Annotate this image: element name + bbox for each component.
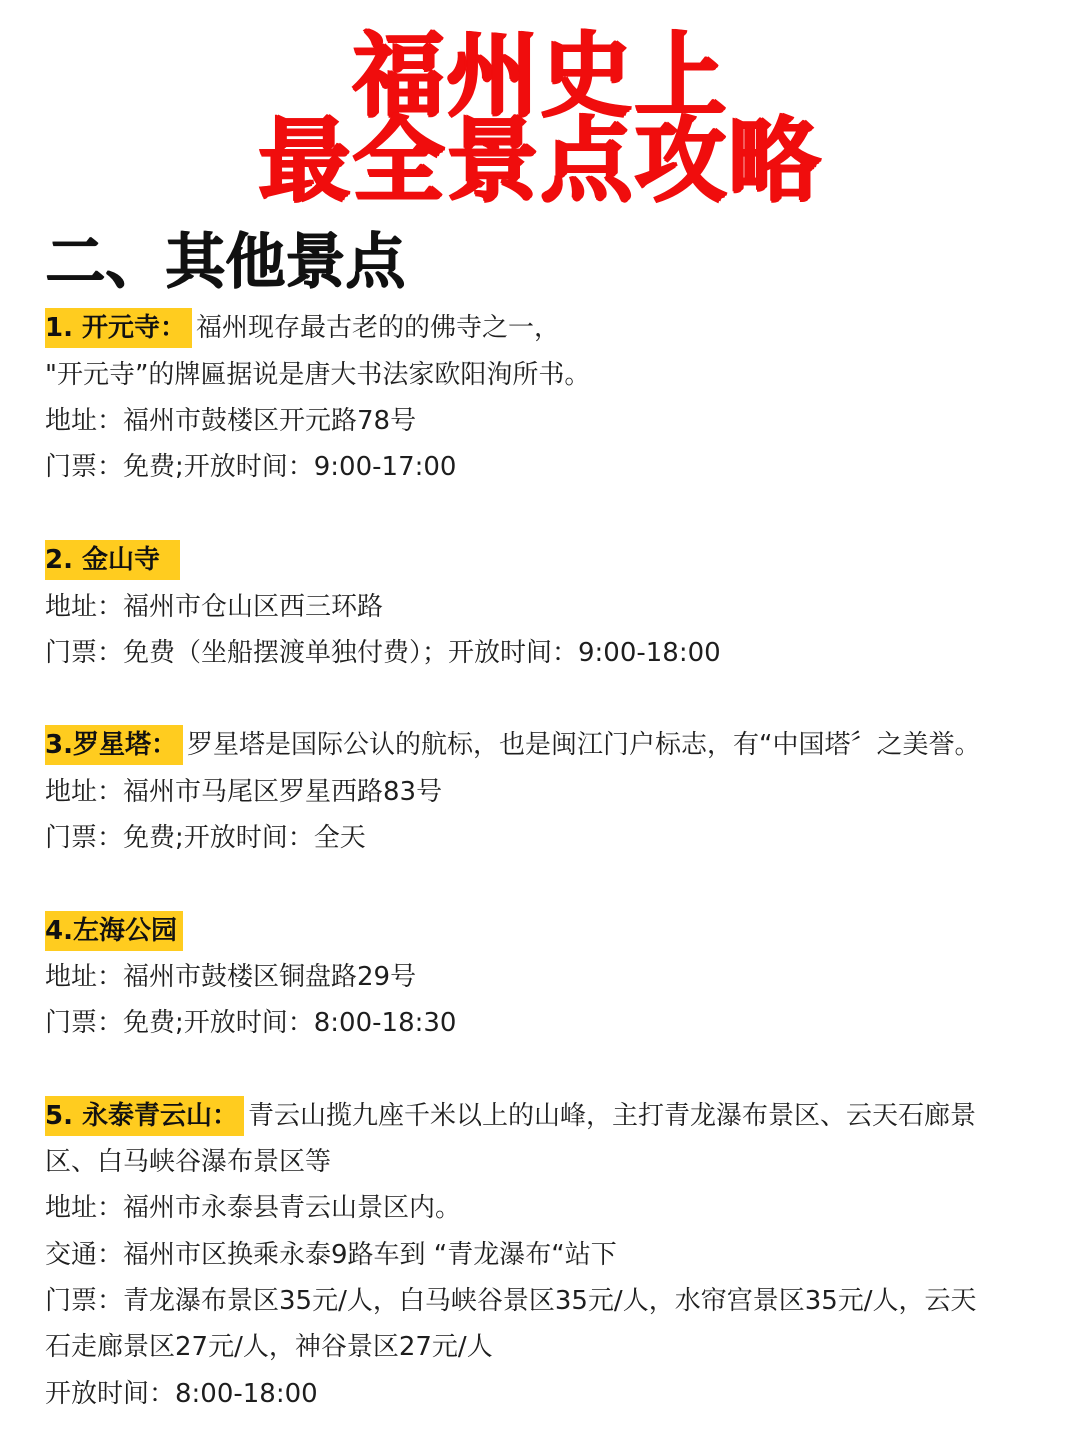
- page-title-line2: 最全景点攻略: [257, 107, 822, 214]
- spot-4-address: 地址：福州市鼓楼区铜盘路29号: [45, 962, 417, 992]
- spot-5-desc-line1: 青云山揽九座千米以上的山峰，主打青龙瀑布景区、云天石廊景: [248, 1101, 977, 1131]
- spot-5-transport: 交通：福州市区换乘永泰9路车到 “青龙瀑布“站下: [45, 1240, 617, 1270]
- spot-3-label: 3.罗星塔：: [45, 725, 183, 765]
- spot-2-label: 2. 金山寺: [45, 540, 180, 580]
- spot-5-ticket-line1: 门票：青龙瀑布景区35元/人，白马峡谷景区35元/人，水帘宫景区35元/人，云天: [45, 1286, 977, 1316]
- spot-5-hours: 开放时间：8:00-18:00: [45, 1379, 318, 1409]
- spot-3-address: 地址：福州市马尾区罗星西路83号: [45, 777, 443, 807]
- spot-1-desc-line2: "开元寺”的牌匾据说是唐大书法家欧阳洵所书。: [45, 360, 591, 390]
- spot-5-address: 地址：福州市永泰县青云山景区内。: [45, 1193, 462, 1223]
- spot-1-address: 地址：福州市鼓楼区开元路78号: [45, 406, 417, 436]
- spot-2-ticket: 门票：免费（坐船摆渡单独付费）；开放时间：9:00-18:00: [45, 638, 721, 668]
- spot-2-header: [45, 540, 184, 580]
- spot-1-header: [45, 308, 560, 348]
- spot-5-ticket-line2: 石走廊景区27元/人，神谷景区27元/人: [45, 1332, 493, 1362]
- spot-4-header: [45, 911, 187, 951]
- spot-4-label: 4.左海公园: [45, 911, 183, 951]
- spot-5-label: 5. 永泰青云山：: [45, 1096, 244, 1136]
- spot-1-label: 1. 开元寺：: [45, 308, 192, 348]
- spot-1-desc-line1: 福州现存最古老的的佛寺之一，: [196, 313, 561, 343]
- spot-1-ticket: 门票：免费;开放时间：9:00-17:00: [45, 452, 457, 482]
- spot-2-address: 地址：福州市仓山区西三环路: [45, 592, 384, 622]
- spot-3-header: [45, 725, 980, 765]
- spot-5-desc-line2: 区、白马峡谷瀑布景区等: [45, 1147, 332, 1177]
- page-title-line1: 福州史上: [351, 22, 728, 129]
- spot-4-ticket: 门票：免费;开放时间：8:00-18:30: [45, 1008, 457, 1038]
- spot-3-ticket: 门票：免费;开放时间：全天: [45, 823, 366, 853]
- spot-5-header: [45, 1096, 976, 1136]
- spot-3-desc-line1: 罗星塔是国际公认的航标，也是闽江门户标志，有“中国塔〞之美誉。: [186, 730, 981, 760]
- section-heading: 二、其他景点: [45, 227, 405, 297]
